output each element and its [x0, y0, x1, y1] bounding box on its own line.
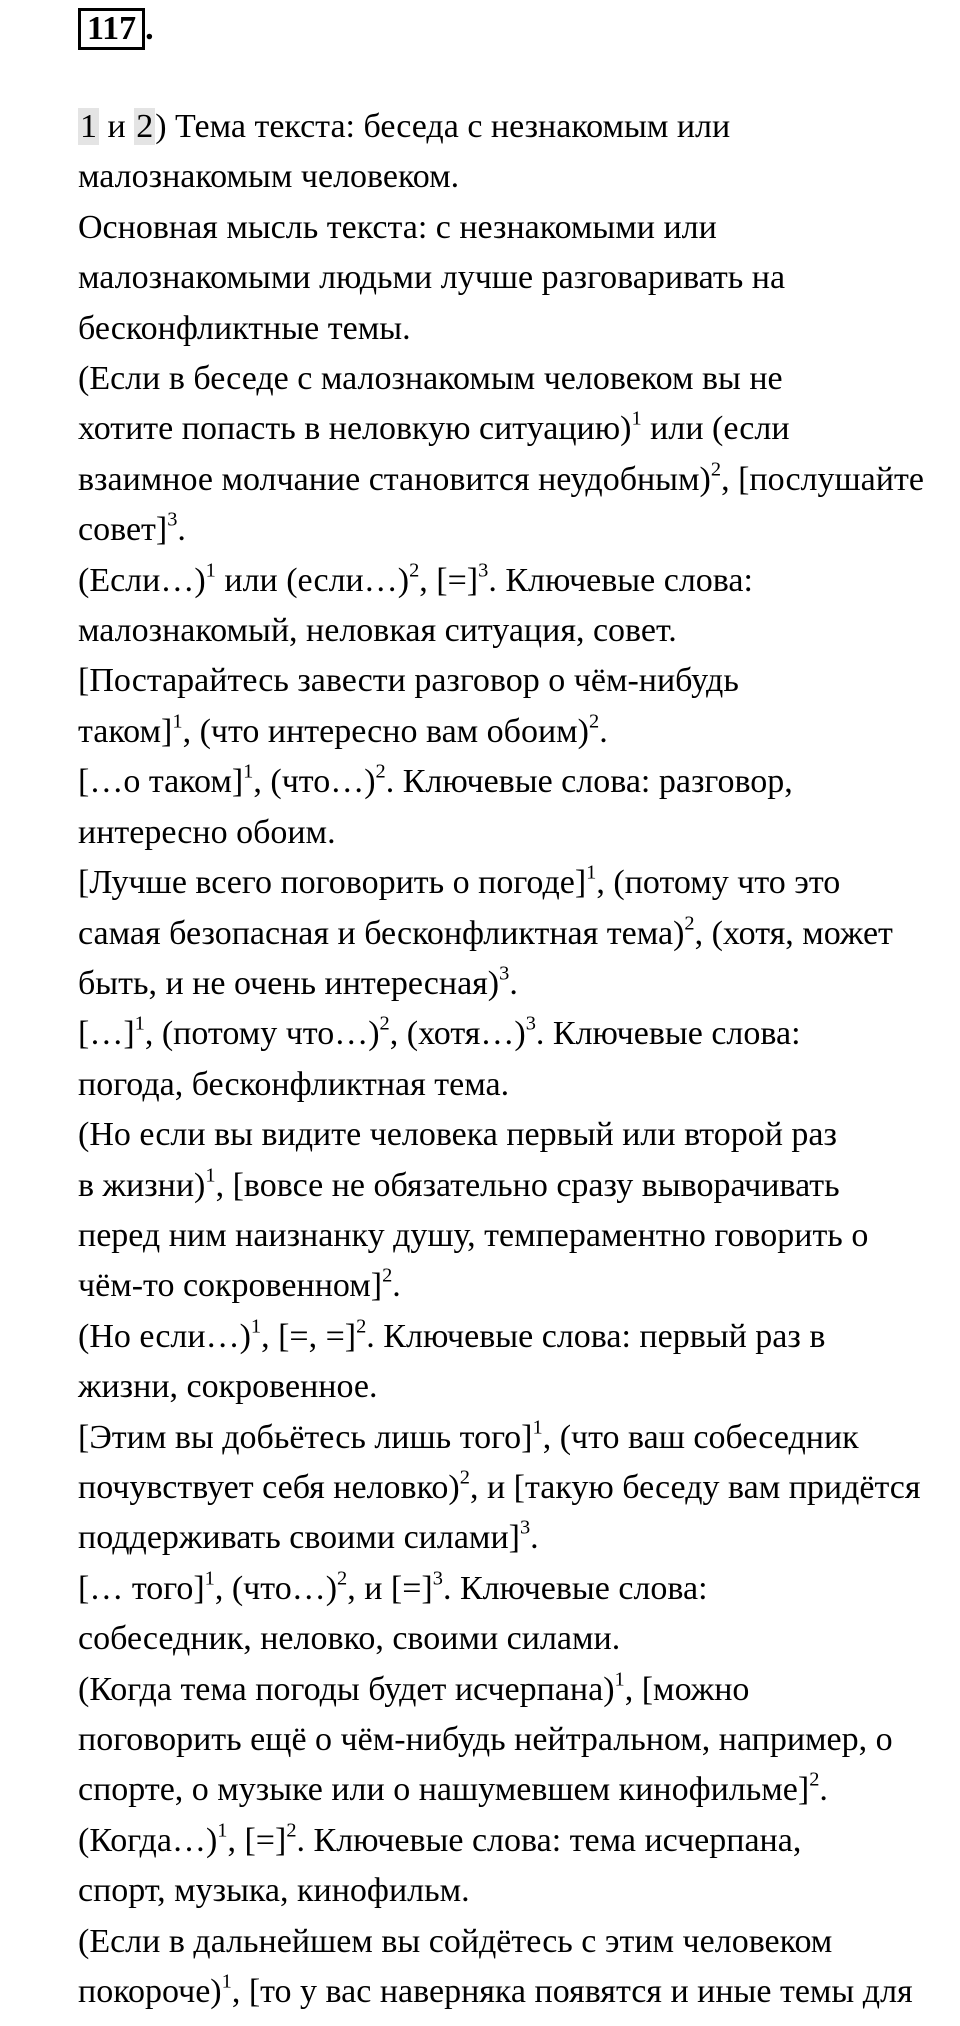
paragraph-sentence-1	[0, 354, 960, 556]
text-fragment: , [послушайте	[721, 460, 924, 498]
text-fragment: или (если…)	[215, 561, 410, 599]
text-fragment: (Но если вы видите человека первый или второй раз	[78, 1116, 837, 1154]
clause-index: 3	[519, 1517, 531, 1540]
text-fragment: , (что…)	[214, 1569, 338, 1607]
text-line	[0, 1816, 960, 1866]
clause-index: 3	[499, 962, 510, 985]
text-line	[0, 1715, 960, 1765]
clause-index: 2	[286, 1819, 297, 1842]
text-line	[0, 707, 960, 757]
text-line	[0, 1765, 960, 1815]
clause-index: 2	[684, 912, 695, 935]
text-line	[0, 1917, 960, 1967]
text-line	[0, 354, 960, 404]
text-fragment: , [=]	[419, 561, 479, 599]
text-line	[0, 304, 960, 354]
text-line	[0, 1060, 960, 1110]
text-fragment: , (что ваш собеседник	[542, 1418, 859, 1456]
text-fragment: (Когда тема погоды будет исчерпана)	[78, 1670, 615, 1708]
clause-index: 1	[243, 761, 254, 784]
text-fragment: , и [такую беседу вам придётся	[469, 1468, 921, 1506]
paragraph-list	[0, 203, 960, 2018]
text-fragment: (Если в дальнейшем вы сойдётесь с этим человеком	[78, 1922, 833, 1960]
text-fragment: .	[392, 1267, 401, 1305]
text-fragment: . Ключевые слова: тема исчерпана,	[296, 1821, 802, 1859]
text-fragment: . Ключевые слова: первый раз в	[366, 1317, 826, 1355]
text-line	[0, 1161, 960, 1211]
text-fragment: [Постарайтесь завести разговор о чём-нибудь	[78, 662, 739, 700]
text-fragment: малознакомый, неловкая ситуация, совет.	[78, 612, 677, 650]
text-fragment: почувствует себя неловко)	[78, 1468, 460, 1506]
clause-index: 3	[478, 559, 489, 582]
paragraph-scheme-1	[0, 556, 960, 657]
text-fragment: (Если в беседе с малознакомым человеком вы не	[78, 360, 783, 398]
text-fragment: спорте, о музыке или о нашумевшем кинофильме]	[78, 1771, 810, 1809]
text-line	[0, 1211, 960, 1261]
clause-index: 1	[614, 1668, 625, 1691]
text-fragment: поговорить ещё о чём-нибудь нейтральном, например, о	[78, 1721, 893, 1758]
text-fragment: .	[177, 511, 186, 549]
text-line	[0, 1413, 960, 1463]
text-fragment: , (что интересно вам обоим)	[182, 712, 590, 750]
text-fragment: (Когда…)	[78, 1821, 218, 1859]
clause-index: 1	[250, 1315, 262, 1338]
clause-index: 2	[379, 1013, 390, 1036]
clause-index: 2	[375, 761, 386, 784]
text-line	[0, 1513, 960, 1563]
text-line	[0, 656, 960, 706]
item-badge-1: 1	[80, 108, 97, 145]
paragraph-sentence-2	[0, 656, 960, 757]
text-fragment: или (если	[641, 410, 790, 448]
text-fragment: жизни, сокровенное.	[78, 1368, 378, 1406]
text-fragment: спорт, музыка, кинофильм.	[78, 1872, 470, 1910]
paragraph-sentence-4	[0, 1110, 960, 1312]
text-line	[0, 455, 960, 505]
text-fragment: , (хотя, может	[694, 914, 893, 952]
text-line	[0, 858, 960, 908]
text-line: малознакомым человеком.	[78, 158, 460, 196]
paragraph-sentence-7	[0, 1917, 960, 2018]
text-line	[0, 1967, 960, 2017]
text-fragment: . Ключевые слова:	[488, 561, 753, 599]
text-fragment: , [то у вас наверняка появятся и иные темы для	[231, 1973, 913, 2011]
item-badge-2: 2	[136, 108, 154, 145]
text-fragment: поддерживать своими силами]	[78, 1519, 520, 1557]
text-fragment: , [вовсе не обязательно сразу выворачивать	[215, 1166, 840, 1204]
text-fragment: взаимное молчание становится неудобным)	[78, 460, 711, 498]
text-line	[0, 1312, 960, 1362]
text-fragment: , (что…)	[253, 763, 376, 801]
task-number-suffix: .	[145, 10, 154, 47]
text-fragment: (Если…)	[78, 561, 206, 599]
paragraph-intro	[0, 102, 960, 203]
text-fragment: , (хотя…)	[389, 1015, 526, 1053]
paragraph-scheme-3	[0, 1009, 960, 1110]
text-fragment: быть, и не очень интересная)	[78, 964, 500, 1002]
text-fragment: .	[509, 964, 518, 1002]
clause-index: 2	[337, 1567, 348, 1590]
text-line	[0, 1665, 960, 1715]
text-fragment: самая безопасная и бесконфликтная тема)	[78, 914, 685, 952]
clause-index: 1	[204, 1567, 215, 1590]
paragraph-sentence-5	[0, 1413, 960, 1564]
clause-index: 2	[710, 458, 722, 481]
task-number-box: 117	[78, 8, 145, 50]
clause-index: 3	[525, 1013, 536, 1036]
text-line	[0, 1564, 960, 1614]
clause-index: 1	[134, 1013, 145, 1036]
paragraph-sentence-3	[0, 858, 960, 1009]
text-fragment: , [=]	[227, 1821, 287, 1859]
text-fragment: ) Тема текста: беседа с незнакомым или	[155, 108, 731, 145]
clause-index: 1	[532, 1416, 543, 1439]
text-fragment: […о таком]	[78, 763, 244, 801]
text-fragment: малознакомыми людьми лучше разговаривать на	[78, 259, 786, 297]
text-line	[0, 404, 960, 454]
text-fragment: совет]	[78, 511, 168, 549]
clause-index: 2	[356, 1315, 367, 1338]
text-line	[0, 556, 960, 606]
text-line	[0, 505, 960, 555]
text-fragment: [… того]	[78, 1569, 205, 1607]
text-fragment: […]	[78, 1015, 135, 1053]
text-fragment: . Ключевые слова:	[442, 1569, 708, 1607]
paragraph-scheme-5	[0, 1564, 960, 1665]
text-fragment: в жизни)	[78, 1166, 206, 1204]
clause-index: 1	[586, 861, 597, 884]
text-line	[0, 757, 960, 807]
text-line	[0, 253, 960, 303]
clause-index: 3	[167, 508, 178, 531]
clause-index: 2	[589, 710, 600, 733]
answer-text	[0, 102, 960, 2017]
text-fragment: бесконфликтные темы.	[78, 309, 411, 347]
text-fragment: перед ним наизнанку душу, темпераментно говорить о	[78, 1216, 869, 1254]
text-fragment: погода, бесконфликтная тема.	[78, 1065, 510, 1103]
text-fragment: Основная мысль текста: с незнакомыми или	[78, 208, 717, 246]
clause-index: 2	[409, 559, 420, 582]
paragraph-main-idea	[0, 203, 960, 354]
text-line	[0, 1614, 960, 1664]
text-fragment: . Ключевые слова:	[535, 1015, 801, 1053]
text-fragment: и	[99, 108, 135, 145]
text-line	[0, 606, 960, 656]
text-fragment: , [=, =]	[261, 1317, 357, 1355]
text-fragment: [Лучше всего поговорить о погоде]	[78, 864, 587, 902]
clause-index: 1	[205, 559, 216, 582]
clause-index: 1	[217, 1819, 228, 1842]
text-line	[0, 1866, 960, 1916]
clause-index: 2	[382, 1265, 393, 1288]
paragraph-scheme-4	[0, 1312, 960, 1413]
text-line	[0, 808, 960, 858]
text-fragment: собеседник, неловко, своими силами.	[78, 1620, 621, 1658]
text-fragment: .	[599, 712, 608, 750]
text-line	[0, 203, 960, 253]
clause-index: 1	[631, 408, 642, 431]
paragraph-scheme-6	[0, 1816, 960, 1917]
text-fragment: , [можно	[624, 1670, 750, 1708]
text-fragment: , и [=]	[347, 1569, 433, 1607]
clause-index: 2	[809, 1769, 820, 1792]
text-fragment: (Но если…)	[78, 1317, 251, 1355]
text-fragment: , (потому что это	[596, 864, 841, 902]
text-fragment: таком]	[78, 712, 173, 750]
text-line	[0, 1009, 960, 1059]
text-line	[0, 909, 960, 959]
clause-index: 1	[221, 1970, 232, 1993]
text-line	[0, 1362, 960, 1412]
text-fragment: . Ключевые слова: разговор,	[385, 763, 793, 801]
text-fragment: интересно обоим.	[78, 813, 336, 851]
clause-index: 2	[459, 1466, 470, 1489]
text-line	[0, 1261, 960, 1311]
paragraph-sentence-6	[0, 1665, 960, 1816]
clause-index: 3	[432, 1567, 443, 1590]
text-fragment: хотите попасть в неловкую ситуацию)	[78, 410, 632, 448]
text-fragment: .	[819, 1771, 828, 1809]
text-line	[0, 1110, 960, 1160]
text-line	[0, 102, 960, 152]
text-line	[0, 959, 960, 1009]
text-fragment: .	[530, 1519, 539, 1557]
text-fragment: покороче)	[78, 1973, 222, 2011]
clause-index: 1	[172, 710, 183, 733]
text-line	[0, 1463, 960, 1513]
text-fragment: , (потому что…)	[144, 1015, 380, 1053]
text-fragment: [Этим вы добьётесь лишь того]	[78, 1418, 533, 1456]
text-fragment: чём-то сокровенном]	[78, 1267, 383, 1305]
clause-index: 1	[205, 1164, 216, 1187]
task-number	[78, 8, 154, 50]
paragraph-scheme-2	[0, 757, 960, 858]
